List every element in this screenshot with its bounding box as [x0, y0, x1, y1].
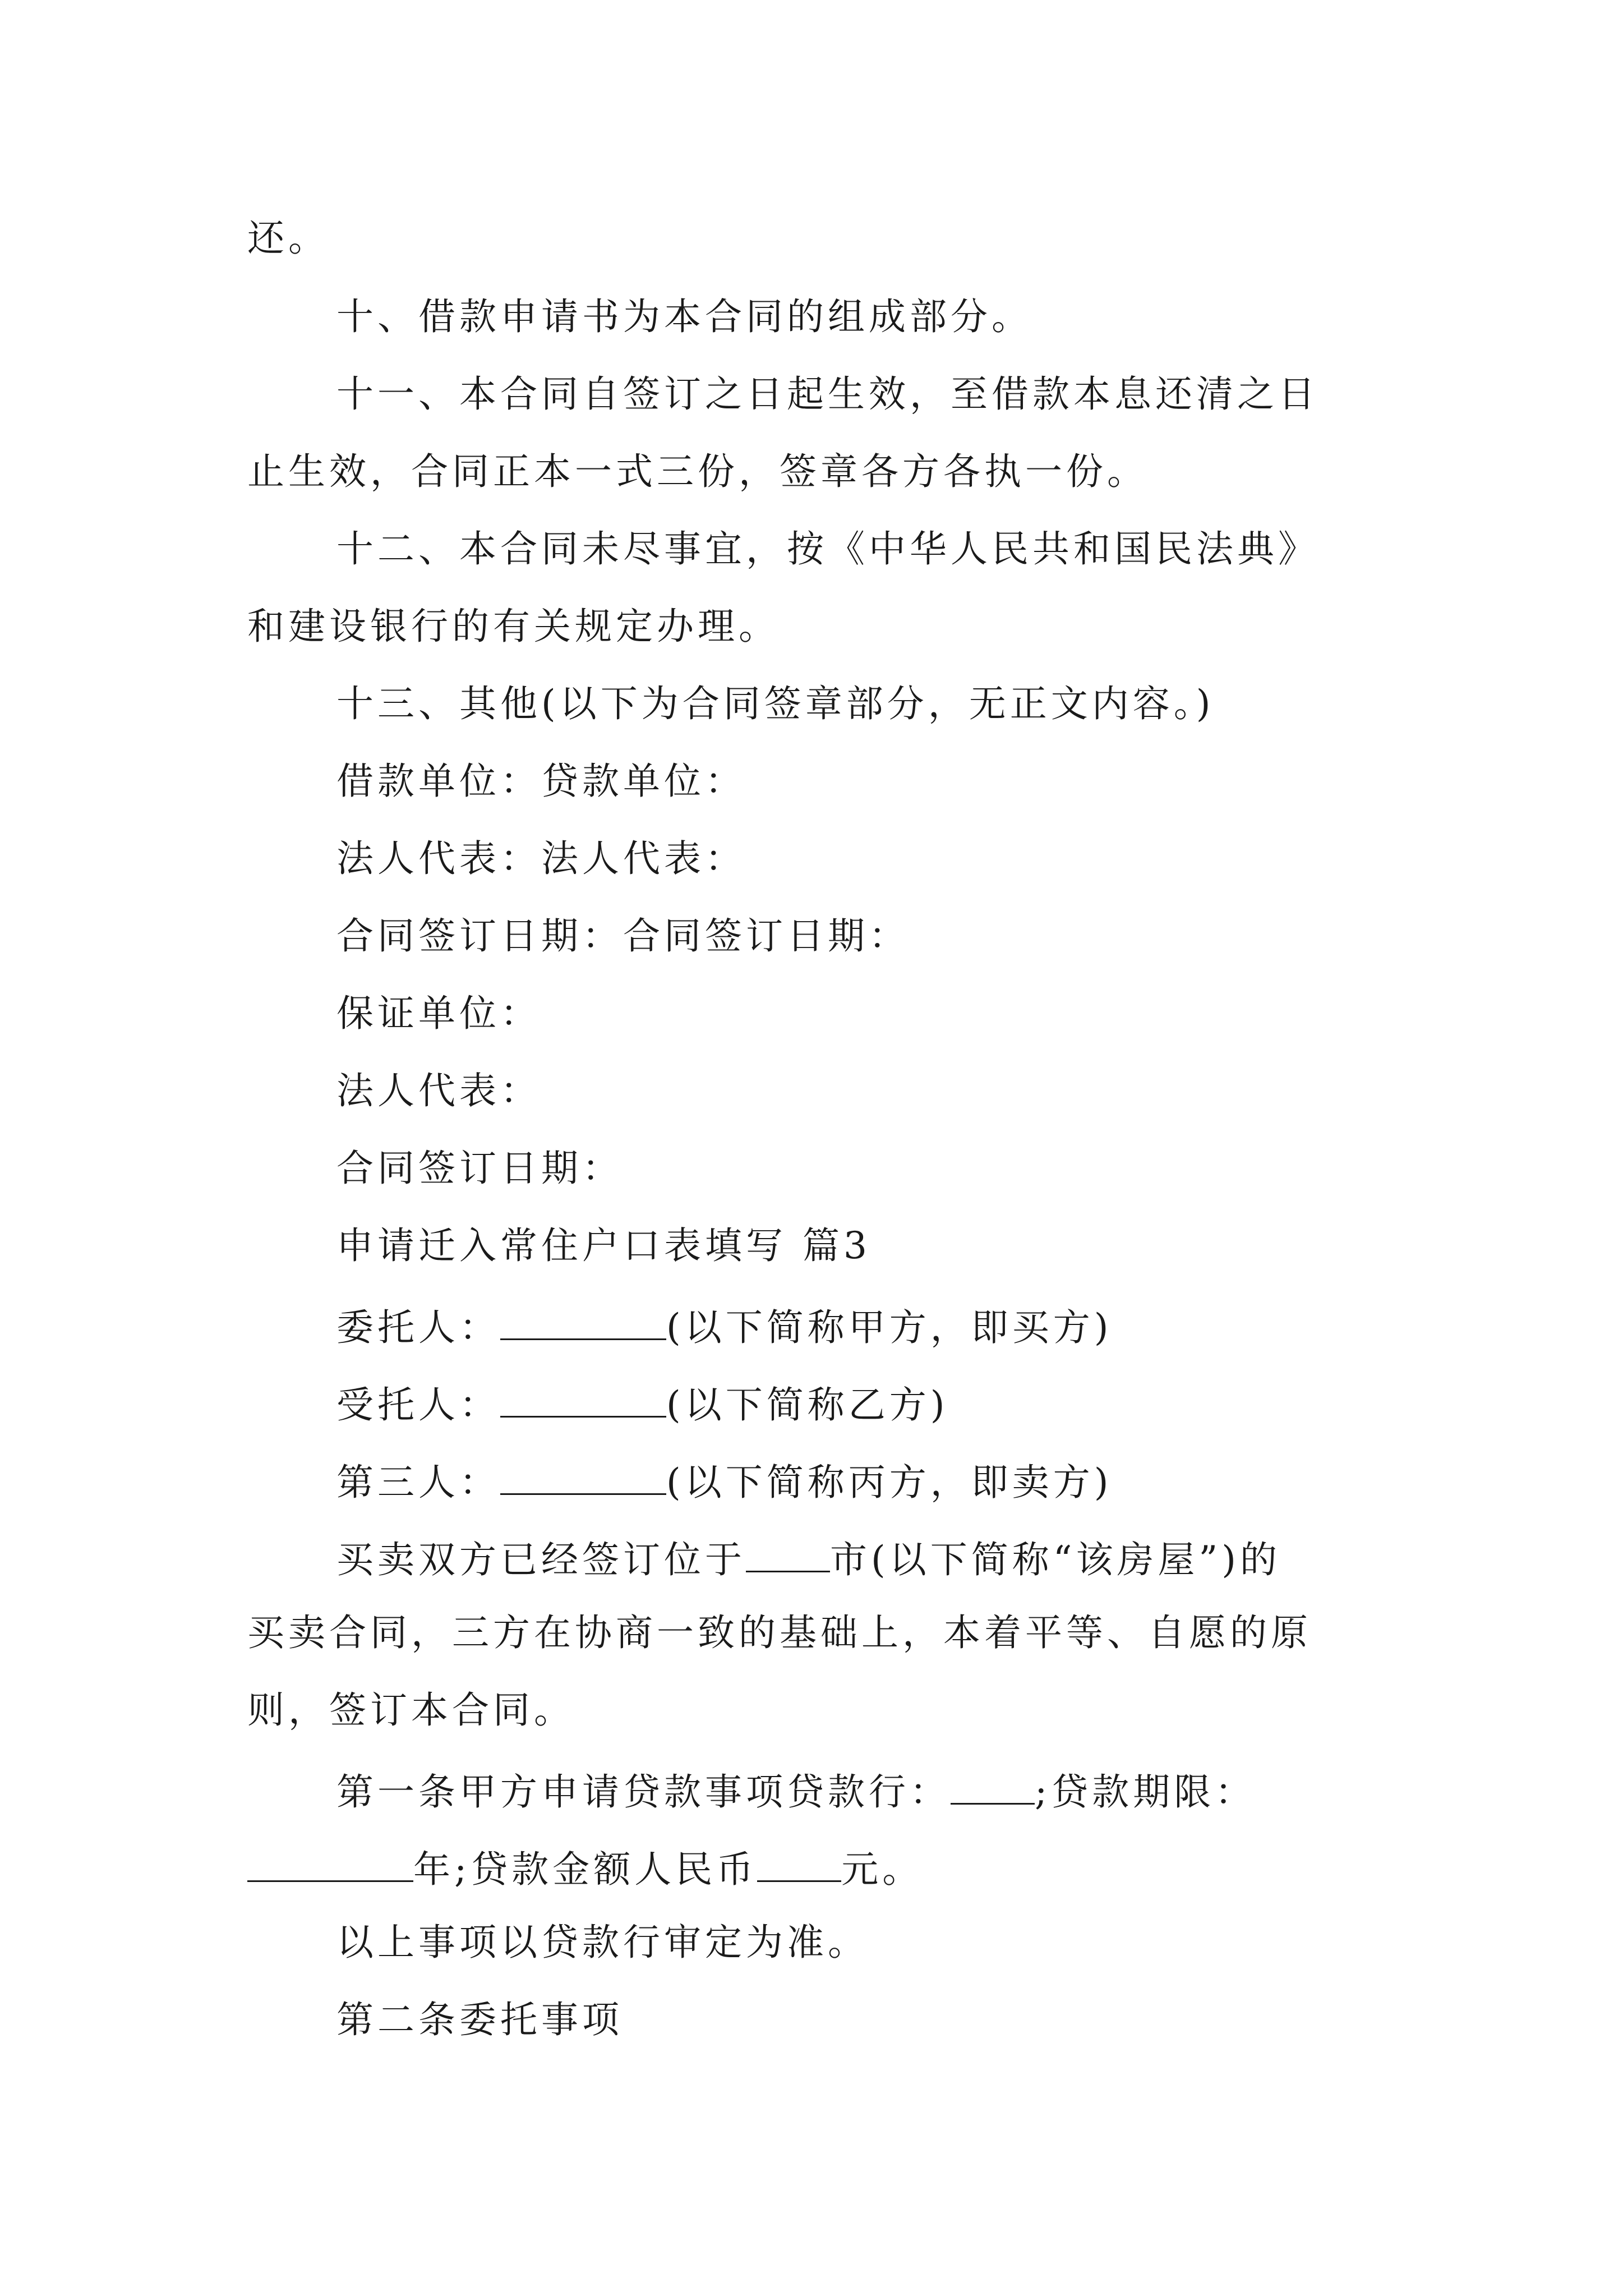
signature-guarantor-date: 合同签订日期： — [336, 1147, 623, 1190]
clause-13: 十三、其他(以下为合同签章部分，无正文内容。) — [336, 682, 1215, 725]
clause-11-line-2: 止生效，合同正本一式三份，签章各方各执一份。 — [247, 450, 1148, 493]
party-agent-label: 受托人： — [336, 1383, 500, 1427]
article-1-line-1 — [336, 1769, 1256, 1814]
article-2-heading: 第二条委托事项 — [336, 1998, 623, 2041]
party-third-note: (以下简称丙方，即卖方) — [666, 1461, 1113, 1504]
agent-name-blank — [500, 1382, 666, 1418]
intro-line-2: 买卖合同，三方在协商一致的基础上，本着平等、自愿的原 — [247, 1611, 1312, 1654]
intro-text-a: 买卖双方已经签订位于 — [336, 1538, 746, 1581]
party-third-label: 第三人： — [336, 1461, 500, 1504]
clause-10: 十、借款申请书为本合同的组成部分。 — [336, 295, 1032, 338]
signature-borrower-lender: 借款单位：贷款单位： — [336, 760, 746, 803]
article-1-line-2 — [247, 1847, 924, 1891]
signature-guarantor-legal-rep: 法人代表： — [336, 1069, 541, 1112]
party-agent-line — [336, 1382, 949, 1427]
principal-name-blank — [500, 1305, 666, 1340]
clause-12-line-2: 和建设银行的有关规定办理。 — [247, 605, 780, 648]
party-principal-note: (以下简称甲方，即买方) — [666, 1306, 1113, 1349]
article-1-text-a: 第一条甲方申请贷款事项贷款行： — [336, 1770, 951, 1814]
signature-legal-rep: 法人代表：法人代表： — [336, 837, 746, 880]
signature-guarantor: 保证单位： — [336, 992, 541, 1035]
intro-line-3: 则，签订本合同。 — [247, 1688, 575, 1732]
signature-sign-date: 合同签订日期：合同签订日期： — [336, 914, 910, 958]
paragraph-line: 还。 — [247, 217, 329, 260]
loan-amount-blank — [757, 1847, 841, 1882]
loan-term-blank — [247, 1847, 413, 1882]
party-third-line — [336, 1460, 1113, 1504]
clause-11-line-1: 十一、本合同自签订之日起生效，至借款本息还清之日 — [336, 372, 1319, 416]
party-agent-note: (以下简称乙方) — [666, 1383, 949, 1427]
party-principal-label: 委托人： — [336, 1306, 500, 1349]
city-blank — [746, 1537, 830, 1572]
article-1-text-d: 元。 — [841, 1848, 924, 1891]
intro-line-1 — [336, 1537, 1281, 1579]
article-1-text-b: ;贷款期限： — [1035, 1770, 1256, 1814]
party-principal-line — [336, 1305, 1113, 1349]
section-heading: 申请迁入常住户口表填写 篇3 — [336, 1224, 871, 1267]
third-party-name-blank — [500, 1460, 666, 1495]
intro-text-b: 市(以下简称“该房屋”)的 — [830, 1538, 1281, 1581]
article-1-note: 以上事项以贷款行审定为准。 — [336, 1921, 869, 1964]
article-1-text-c: 年;贷款金额人民币 — [413, 1848, 758, 1891]
clause-12-line-1: 十二、本合同未尽事宜，按《中华人民共和国民法典》 — [336, 527, 1319, 570]
lending-bank-blank — [951, 1769, 1035, 1805]
